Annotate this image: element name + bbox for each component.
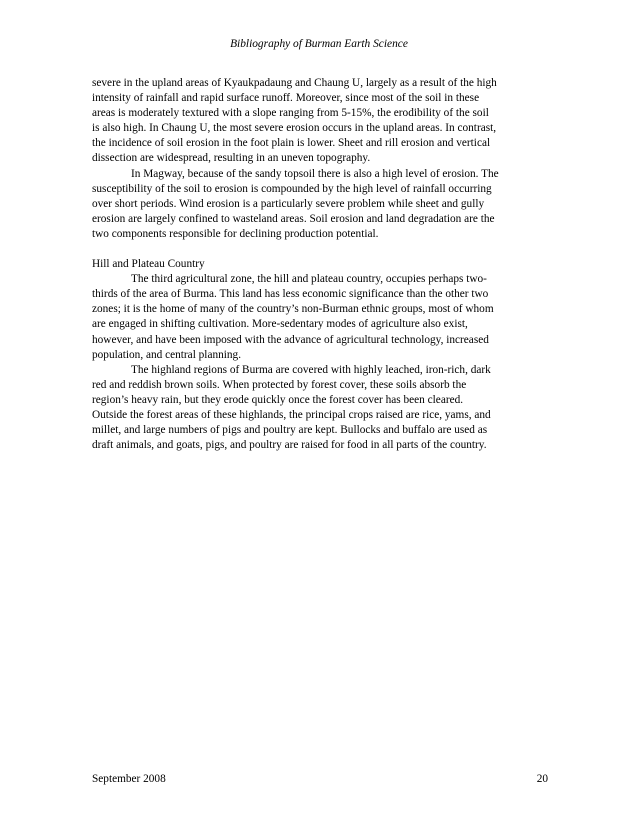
page-number: 20 <box>536 773 548 785</box>
text-line: however, and have been imposed with the advance of agricultural technology, increased <box>92 333 489 346</box>
section-heading: Hill and Plateau Country <box>92 258 205 271</box>
paragraph <box>92 76 548 167</box>
text-line: draft animals, and goats, pigs, and poultry are raised for food in all parts of the country. <box>92 439 487 452</box>
text-line: two components responsible for declining production potential. <box>92 227 379 240</box>
text-line: over short periods. Wind erosion is a particularly severe problem while sheet and gully <box>92 197 485 210</box>
text-line: region’s heavy rain, but they erode quickly once the forest cover has been cleared. <box>92 393 464 406</box>
paragraph <box>92 363 548 454</box>
text-line: susceptibility of the soil to erosion is compounded by the high level of rainfall occurring <box>92 182 492 195</box>
paragraph <box>92 167 548 242</box>
text-line: erosion are largely confined to wasteland areas. Soil erosion and land degradation are the <box>92 212 495 225</box>
text-line: severe in the upland areas of Kyaukpadaung and Chaung U, largely as a result of the high <box>92 77 497 89</box>
paragraph <box>92 272 548 363</box>
text-line: dissection are widespread, resulting in an uneven topography. <box>92 152 371 165</box>
text-line: In Magway, because of the sandy topsoil there is also a high level of erosion. The <box>131 167 499 180</box>
paragraph-gap <box>92 242 548 257</box>
text-line: red and reddish brown soils. When protected by forest cover, these soils absorb the <box>92 378 467 391</box>
text-line: zones; it is the home of many of the country’s non-Burman ethnic groups, most of whom <box>92 303 494 316</box>
text-line: intensity of rainfall and rapid surface runoff. Moreover, since most of the soil in these <box>92 92 480 105</box>
text-line: is also high. In Chaung U, the most severe erosion occurs in the upland areas. In contrast, <box>92 122 497 135</box>
text-line: the incidence of soil erosion in the foot plain is lower. Sheet and rill erosion and vertical <box>92 137 491 150</box>
text-line: are engaged in shifting cultivation. More-sedentary modes of agriculture also exist, <box>92 318 468 331</box>
text-line: The highland regions of Burma are covered with highly leached, iron-rich, dark <box>131 363 491 376</box>
text-line: thirds of the area of Burma. This land has less economic significance than the other two <box>92 288 489 301</box>
running-header: Bibliography of Burman Earth Science <box>230 38 408 50</box>
text-line: population, and central planning. <box>92 348 242 361</box>
body-text <box>92 76 548 453</box>
text-line: The third agricultural zone, the hill and plateau country, occupies perhaps two- <box>131 273 487 286</box>
footer-date: September 2008 <box>92 773 166 785</box>
text-line: areas is moderately textured with a slope ranging from 5-15%, the erodibility of the soil <box>92 107 489 120</box>
text-line: millet, and large numbers of pigs and poultry are kept. Bullocks and buffalo are used as <box>92 424 488 437</box>
text-line: Outside the forest areas of these highlands, the principal crops raised are rice, yams, and <box>92 408 491 421</box>
